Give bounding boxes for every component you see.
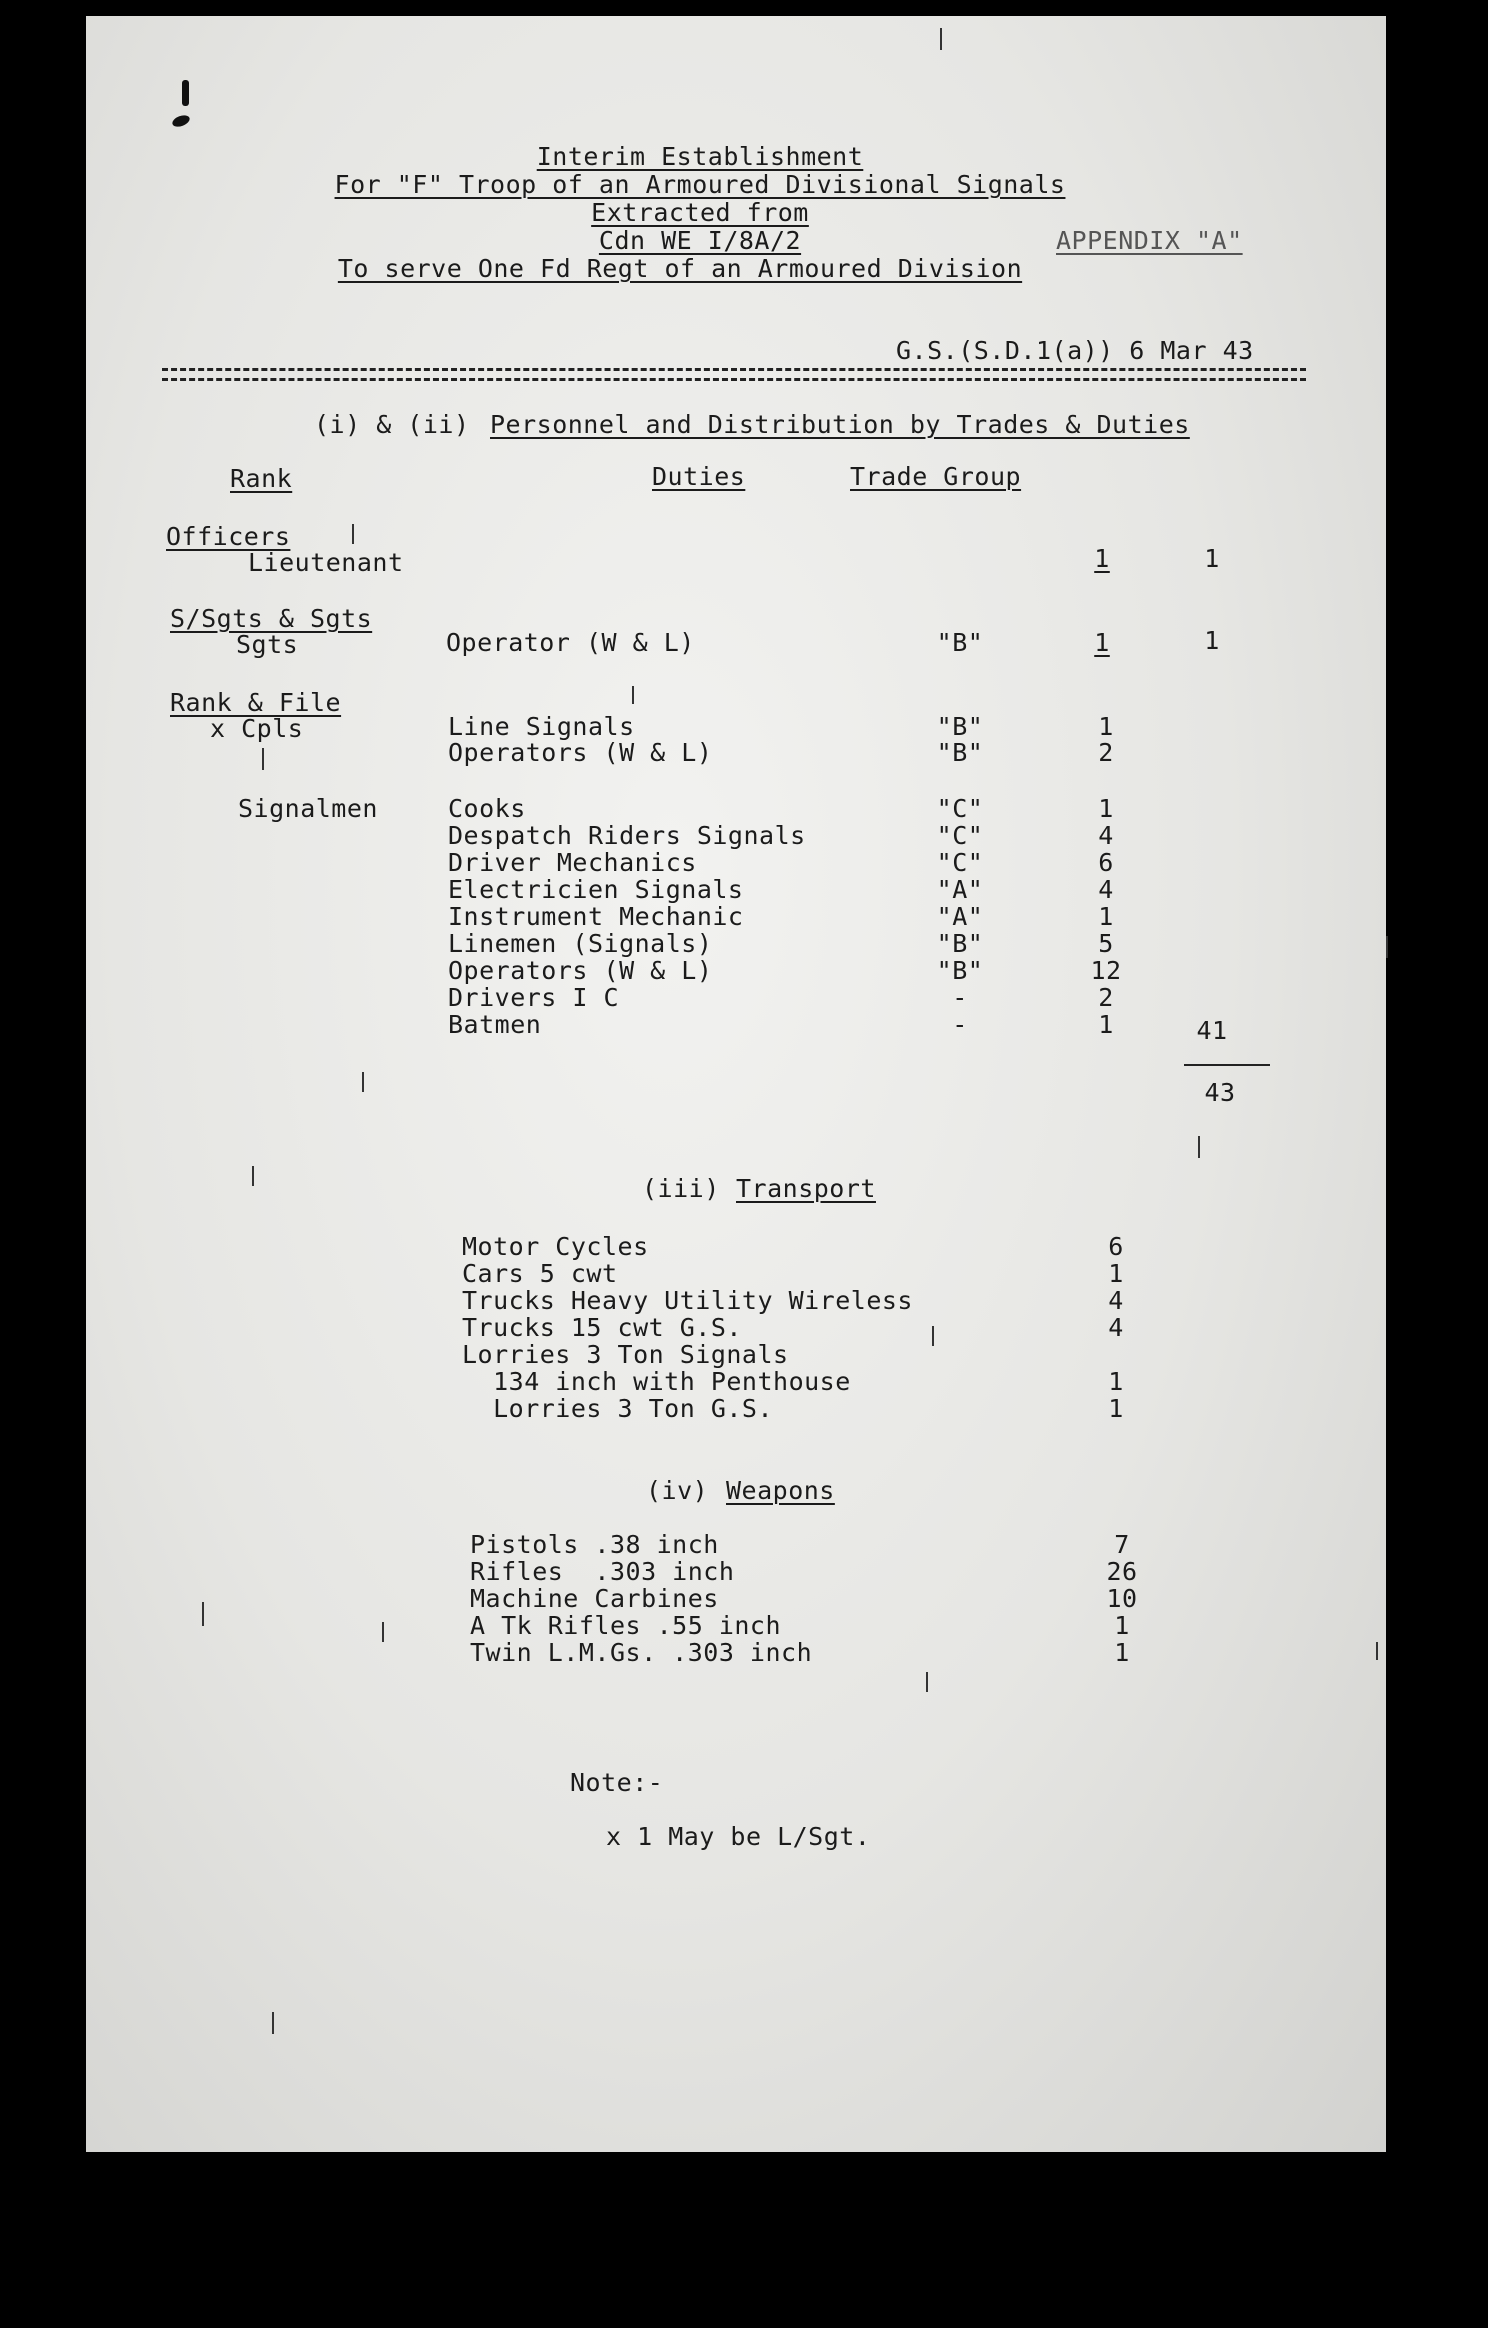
transport-item-count: 1	[1108, 1367, 1124, 1396]
column-header-duties: Duties	[652, 462, 746, 491]
subtotal-officers: 1	[1204, 544, 1220, 573]
stray-mark	[932, 1326, 934, 1346]
stray-mark	[940, 28, 942, 50]
weapon-item-count: 1	[1114, 1638, 1130, 1667]
duty-count: 4	[1098, 875, 1114, 904]
note-label: Note:-	[570, 1768, 664, 1797]
section-title-transport: Transport	[736, 1174, 876, 1203]
column-header-trade-group: Trade Group	[850, 462, 1022, 491]
transport-item-label: Lorries 3 Ton Signals	[462, 1340, 789, 1369]
transport-item-label: Lorries 3 Ton G.S.	[462, 1394, 774, 1423]
note-text: x 1 May be L/Sgt.	[606, 1822, 871, 1851]
duty-count: 5	[1098, 929, 1114, 958]
group-officers: Officers	[166, 522, 291, 551]
duty-label: Electricien Signals	[448, 875, 744, 904]
section-prefix-transport: (iii)	[642, 1174, 720, 1203]
weapon-item-count: 1	[1114, 1611, 1130, 1640]
duty-operator: Operator (W & L)	[446, 628, 695, 657]
divider-line	[162, 378, 1306, 381]
transport-item-count: 6	[1108, 1232, 1124, 1261]
duty-label: Operators (W & L)	[448, 738, 713, 767]
trade-group-value: "C"	[936, 794, 984, 823]
group-rank-and-file: Rank & File	[170, 688, 342, 717]
duty-count: 1	[1098, 902, 1114, 931]
trade-operator: "B"	[936, 628, 984, 657]
transport-item-label: 134 inch with Penthouse	[462, 1367, 851, 1396]
weapon-item-count: 26	[1106, 1557, 1138, 1586]
duty-label: Line Signals	[448, 712, 635, 741]
weapon-item-count: 10	[1106, 1584, 1138, 1613]
weapon-item-label: Twin L.M.Gs. .303 inch	[470, 1638, 813, 1667]
column-header-rank: Rank	[230, 464, 293, 493]
duty-count: 2	[1098, 983, 1114, 1012]
weapon-item-label: Machine Carbines	[470, 1584, 719, 1613]
stray-mark	[632, 686, 634, 704]
duty-label: Batmen	[448, 1010, 542, 1039]
rank-signalmen: Signalmen	[238, 794, 378, 823]
trade-group-value: "B"	[936, 929, 984, 958]
duty-count: 1	[1098, 794, 1114, 823]
title-line-5: To serve One Fd Regt of an Armoured Division	[337, 254, 1023, 283]
trade-group-value: "C"	[936, 848, 984, 877]
trade-group-value: -	[952, 983, 968, 1012]
duty-label: Driver Mechanics	[448, 848, 697, 877]
transport-item-label: Trucks 15 cwt G.S.	[462, 1313, 742, 1342]
weapon-item-label: Pistols .38 inch	[470, 1530, 719, 1559]
duty-count: 1	[1098, 1010, 1114, 1039]
stray-mark	[352, 524, 354, 544]
stray-mark	[362, 1072, 364, 1092]
count-lieutenant: 1	[1094, 544, 1110, 573]
rank-sgts: Sgts	[236, 630, 299, 659]
transport-item-count: 1	[1108, 1259, 1124, 1288]
duty-count: 1	[1098, 712, 1114, 741]
transport-item-count: 1	[1108, 1394, 1124, 1423]
trade-group-value: "A"	[936, 902, 984, 931]
duty-count: 6	[1098, 848, 1114, 877]
duty-label: Cooks	[448, 794, 526, 823]
duty-count: 12	[1090, 956, 1122, 985]
transport-item-count: 4	[1108, 1313, 1124, 1342]
stray-mark	[926, 1672, 928, 1692]
stray-mark	[1386, 936, 1388, 958]
trade-group-value: "C"	[936, 821, 984, 850]
stray-mark	[272, 2012, 274, 2034]
stray-mark	[262, 748, 264, 770]
total-rule	[1184, 1064, 1270, 1066]
grand-total: 43	[1204, 1078, 1236, 1107]
appendix-label: APPENDIX "A"	[1056, 226, 1243, 255]
ink-blot	[171, 113, 191, 129]
weapon-item-count: 7	[1114, 1530, 1130, 1559]
duty-label: Linemen (Signals)	[448, 929, 713, 958]
duty-count: 4	[1098, 821, 1114, 850]
stray-mark	[252, 1166, 254, 1186]
divider-line	[162, 368, 1306, 371]
group-sergeants: S/Sgts & Sgts	[170, 604, 373, 633]
weapon-item-label: Rifles .303 inch	[470, 1557, 735, 1586]
document-page	[86, 16, 1386, 2152]
trade-group-value: "A"	[936, 875, 984, 904]
duty-label: Despatch Riders Signals	[448, 821, 806, 850]
title-line-2: For "F" Troop of an Armoured Divisional Signals	[334, 170, 1066, 199]
transport-item-label: Trucks Heavy Utility Wireless	[462, 1286, 913, 1315]
duty-count: 2	[1098, 738, 1114, 767]
section-title-weapons: Weapons	[726, 1476, 835, 1505]
duty-label: Instrument Mechanic	[448, 902, 744, 931]
trade-group-value: "B"	[936, 712, 984, 741]
title-line-4: Cdn WE I/8A/2	[598, 226, 802, 255]
title-line-3: Extracted from	[591, 198, 809, 227]
section-title-personnel: Personnel and Distribution by Trades & Duties	[490, 410, 1190, 439]
transport-item-label: Motor Cycles	[462, 1232, 649, 1261]
stray-mark	[1198, 1136, 1200, 1158]
count-sgts: 1	[1094, 628, 1110, 657]
stray-mark	[202, 1602, 204, 1626]
stray-mark	[1376, 1642, 1378, 1660]
subtotal-signalmen: 41	[1196, 1016, 1228, 1045]
rank-cpls: x Cpls	[210, 714, 304, 743]
subtotal-sergeants: 1	[1204, 626, 1220, 655]
duty-label: Drivers I C	[448, 983, 620, 1012]
transport-item-count: 4	[1108, 1286, 1124, 1315]
trade-group-value: "B"	[936, 956, 984, 985]
reference-line: G.S.(S.D.1(a)) 6 Mar 43	[896, 336, 1254, 365]
trade-group-value: "B"	[936, 738, 984, 767]
title-line-1: Interim Establishment	[536, 142, 864, 171]
section-prefix-weapons: (iv)	[646, 1476, 709, 1505]
rank-lieutenant: Lieutenant	[248, 548, 404, 577]
stray-mark	[382, 1622, 384, 1642]
transport-item-label: Cars 5 cwt	[462, 1259, 618, 1288]
weapon-item-label: A Tk Rifles .55 inch	[470, 1611, 782, 1640]
section-prefix: (i) & (ii)	[314, 410, 470, 439]
ink-blot	[182, 80, 189, 106]
trade-group-value: -	[952, 1010, 968, 1039]
duty-label: Operators (W & L)	[448, 956, 713, 985]
